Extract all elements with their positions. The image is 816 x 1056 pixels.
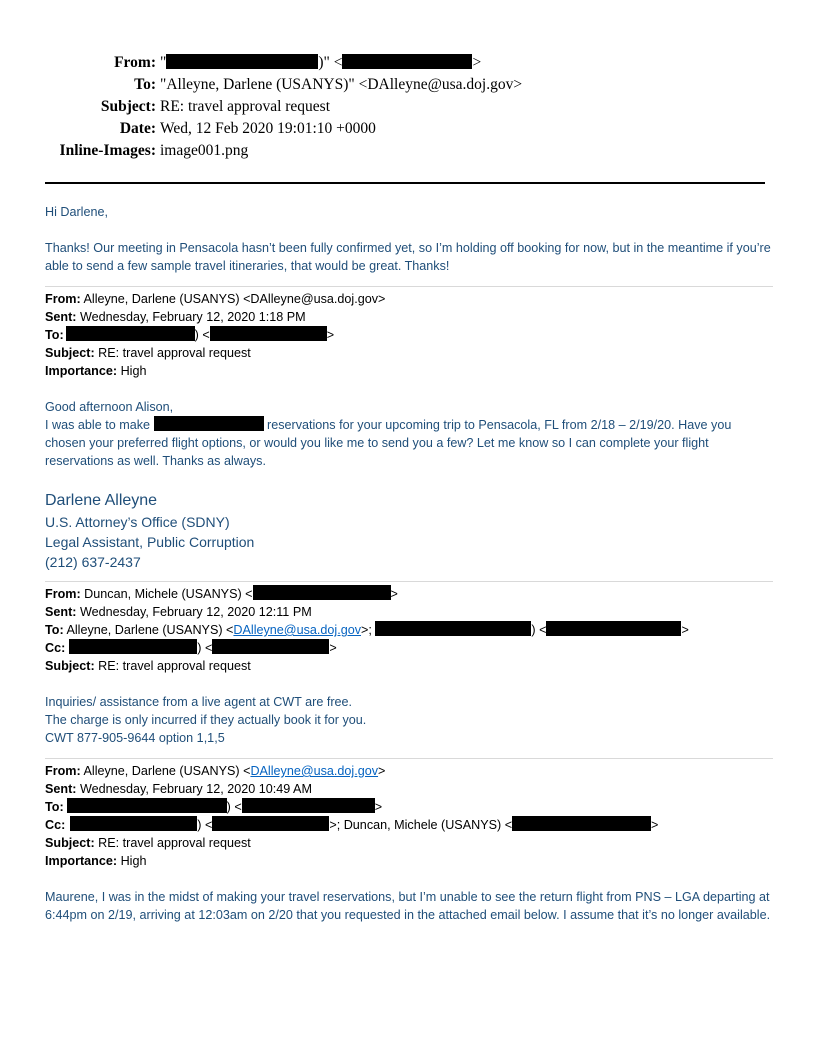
signature-title: Legal Assistant, Public Corruption: [45, 534, 255, 550]
header-images-value: image001.png: [160, 142, 249, 159]
header-subject-label: Subject:: [100, 98, 156, 115]
header-subject-value: RE: travel approval request: [160, 98, 331, 115]
msg2-to: To: ) < >: [45, 328, 335, 342]
email-body: [45, 203, 773, 924]
msg4-from: From: Alleyne, Darlene (USANYS) <DAlleyne@usa.doj.gov>: [45, 764, 386, 778]
email-link[interactable]: DAlleyne@usa.doj.gov: [233, 623, 362, 637]
redaction: [342, 54, 472, 69]
header-date-label: Date:: [119, 120, 156, 137]
msg2-from: From: Alleyne, Darlene (USANYS) <DAlleyne@usa.doj.gov>: [45, 292, 386, 306]
msg2-importance: Importance: High: [45, 364, 147, 378]
msg4-body: Maurene, I was in the midst of making your travel reservations, but I’m unable to see the return flight from PNS – LGA departing at 6:44pm on 2/19, arriving at 12:03am on 2/20 that you requested in the attached email below. I assume that it’s no longer available.: [45, 890, 771, 922]
msg4-sent: Sent: Wednesday, February 12, 2020 10:49 AM: [45, 782, 312, 796]
redaction: [210, 326, 327, 341]
msg3-sent: Sent: Wednesday, February 12, 2020 12:11 PM: [45, 605, 312, 619]
msg3-line3: CWT 877-905-9644 option 1,1,5: [45, 731, 225, 745]
header-divider: [45, 182, 765, 184]
redaction: [70, 816, 197, 831]
signature-name: Darlene Alleyne: [45, 492, 158, 509]
signature-phone: (212) 637-2437: [45, 554, 141, 570]
redaction: [66, 326, 195, 341]
header-to-value: "Alleyne, Darlene (USANYS)" <DAlleyne@usa.doj.gov>: [160, 76, 523, 93]
msg4-subject: Subject: RE: travel approval request: [45, 836, 251, 850]
redaction: [69, 639, 197, 654]
redaction: [242, 798, 375, 813]
header-images-label: Inline-Images:: [59, 142, 156, 159]
msg3-cc: Cc: ) < >: [45, 641, 337, 655]
signature-office: U.S. Attorney’s Office (SDNY): [45, 514, 230, 530]
header-date-value: Wed, 12 Feb 2020 19:01:10 +0000: [160, 120, 376, 137]
redaction: [375, 621, 531, 636]
redaction: [546, 621, 681, 636]
msg3-line1: Inquiries/ assistance from a live agent at CWT are free.: [45, 695, 353, 709]
msg4-importance: Importance: High: [45, 854, 147, 868]
header-to-label: To:: [134, 76, 156, 93]
redaction: [512, 816, 651, 831]
header-from-value: " )" < >: [160, 54, 482, 71]
header-from-row: [0, 52, 816, 74]
msg2-greeting: Good afternoon Alison,: [45, 400, 174, 414]
msg3-subject: Subject: RE: travel approval request: [45, 659, 251, 673]
email-header: [0, 52, 816, 162]
msg2-subject: Subject: RE: travel approval request: [45, 346, 251, 360]
redaction: [212, 816, 329, 831]
msg1-body: Thanks! Our meeting in Pensacola hasn’t been fully confirmed yet, so I’m holding off booking for now, but in the meantime if you’re able to send a few sample travel itineraries, that would be great. Thanks!: [45, 241, 771, 273]
redaction: [212, 639, 329, 654]
msg4-cc: Cc: ) < >; Duncan, Michele (USANYS) < >: [45, 818, 659, 832]
msg3-to: To: Alleyne, Darlene (USANYS) <DAlleyne@usa.doj.gov>; ) < >: [45, 623, 689, 637]
header-from-label: From:: [114, 54, 156, 71]
redaction: [166, 54, 318, 69]
email-link[interactable]: DAlleyne@usa.doj.gov: [250, 764, 379, 778]
msg4-to: To: ) < >: [45, 800, 383, 814]
redaction: [253, 585, 391, 600]
msg1-greeting: Hi Darlene,: [45, 205, 108, 219]
header-to-row: [0, 74, 816, 96]
header-subject-row: [0, 96, 816, 118]
msg3-line2: The charge is only incurred if they actually book it for you.: [45, 713, 367, 727]
redaction: [67, 798, 227, 813]
redaction: [154, 416, 264, 431]
msg3-from: From: Duncan, Michele (USANYS) < >: [45, 587, 398, 601]
msg2-body: I was able to make reservations for your upcoming trip to Pensacola, FL from 2/18 – 2/19/20. Have you chosen your preferred flight options, or would you like me to send you a few? Let me know so I can complete your flight reservations as well. Thanks as always.: [45, 418, 732, 468]
header-date-row: [0, 118, 816, 140]
msg2-sent: Sent: Wednesday, February 12, 2020 1:18 PM: [45, 310, 306, 324]
header-images-row: [0, 140, 816, 162]
